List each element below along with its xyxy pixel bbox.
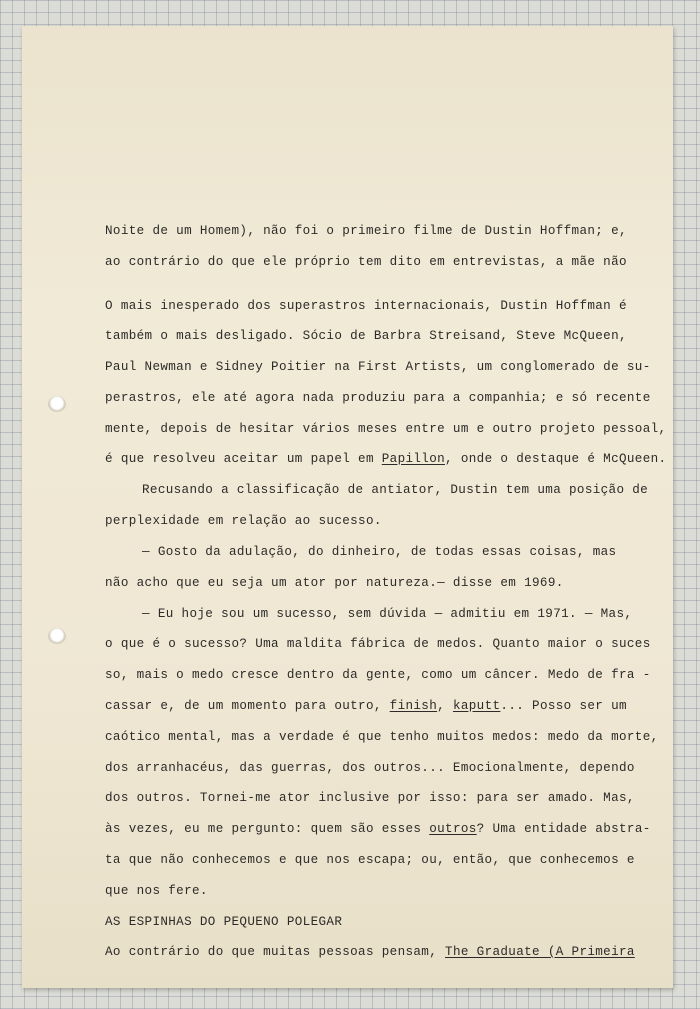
punch-hole bbox=[48, 628, 66, 644]
text-line: perplexidade em relação ao sucesso. bbox=[105, 514, 382, 528]
text-line: às vezes, eu me pergunto: quem são esses outros? Uma entidade abstra- bbox=[105, 822, 651, 836]
text-line: que nos fere. bbox=[105, 884, 208, 898]
text-line: — Eu hoje sou um sucesso, sem dúvida — admitiu em 1971. — Mas, bbox=[142, 607, 633, 621]
text-line: também o mais desligado. Sócio de Barbra Streisand, Steve McQueen, bbox=[105, 329, 627, 343]
text-line: Noite de um Homem), não foi o primeiro filme de Dustin Hoffman; e, bbox=[105, 224, 627, 238]
underlined-title: Papillon bbox=[381, 452, 446, 466]
underlined-title: The Graduate (A Primeira bbox=[445, 945, 635, 959]
underlined-word: outros bbox=[429, 822, 477, 836]
section-heading: AS ESPINHAS DO PEQUENO POLEGAR bbox=[105, 915, 343, 929]
text-line: — Gosto da adulação, do dinheiro, de todas essas coisas, mas bbox=[142, 545, 617, 559]
text-line: mente, depois de hesitar vários meses entre um e outro projeto pessoal, bbox=[105, 422, 667, 436]
text-line: Recusando a classificação de antiator, Dustin tem uma posição de bbox=[142, 483, 649, 497]
text-line: dos outros. Tornei-me ator inclusive por isso: para ser amado. Mas, bbox=[105, 791, 635, 805]
underlined-word: kaputt bbox=[452, 699, 501, 713]
text-line: não acho que eu seja um ator por natureza.— disse em 1969. bbox=[105, 576, 564, 590]
text-line: perastros, ele até agora nada produziu para a companhia; e só recente bbox=[105, 391, 651, 405]
text-line: so, mais o medo cresce dentro da gente, como um câncer. Medo de fra - bbox=[105, 668, 651, 682]
text-line: Paul Newman e Sidney Poitier na First Artists, um conglomerado de su- bbox=[105, 360, 651, 374]
text-line: caótico mental, mas a verdade é que tenho muitos medos: medo da morte, bbox=[105, 730, 659, 744]
text-line: ta que não conhecemos e que nos escapa; ou, então, que conhecemos e bbox=[105, 853, 635, 867]
underlined-word: finish bbox=[389, 699, 438, 713]
text-line: dos arranhacéus, das guerras, dos outros... Emocionalmente, dependo bbox=[105, 761, 635, 775]
text-line: ao contrário do que ele próprio tem dito em entrevistas, a mãe não bbox=[105, 255, 627, 269]
punch-hole bbox=[48, 396, 66, 412]
text-line: o que é o sucesso? Uma maldita fábrica de medos. Quanto maior o suces bbox=[105, 637, 651, 651]
text-line: cassar e, de um momento para outro, finish, kaputt... Posso ser um bbox=[105, 699, 627, 713]
text-line: O mais inesperado dos superastros internacionais, Dustin Hoffman é bbox=[105, 299, 627, 313]
text-line: Ao contrário do que muitas pessoas pensam, The Graduate (A Primeira bbox=[105, 945, 635, 959]
typewritten-page bbox=[22, 26, 673, 988]
text-line: é que resolveu aceitar um papel em Papillon, onde o destaque é McQueen. bbox=[105, 452, 667, 466]
